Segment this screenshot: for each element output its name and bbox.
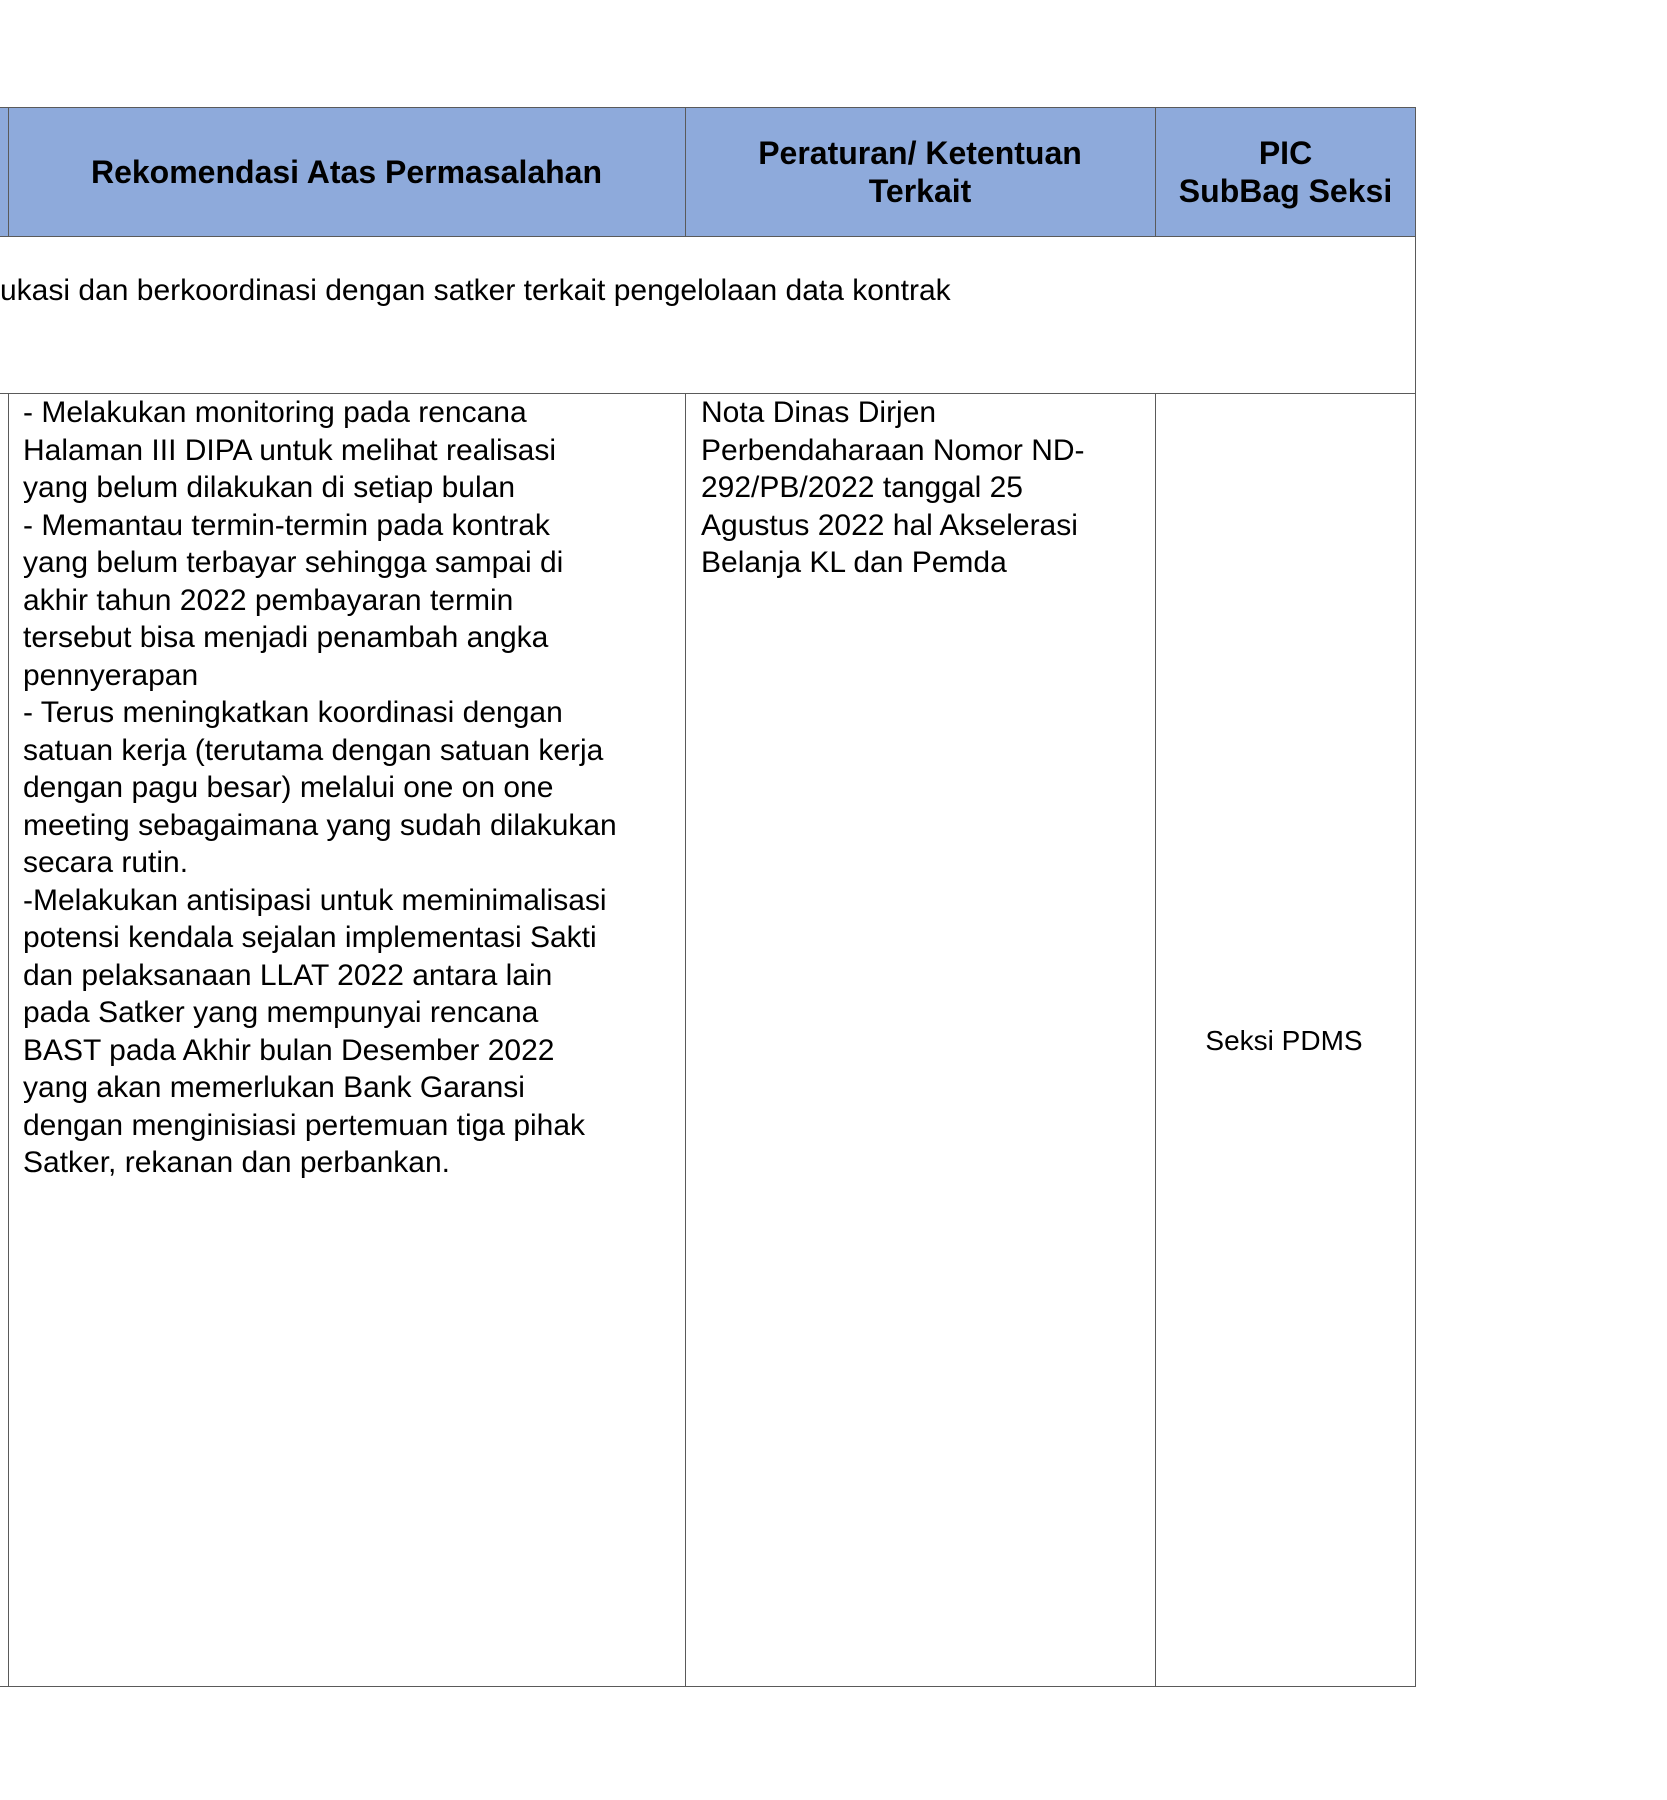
column-divider [1155,107,1156,237]
recommendation-table [0,107,1416,1687]
table-right-border [1415,107,1416,1687]
column-divider [8,393,9,1687]
column-divider [8,107,9,237]
header-pic: PIC SubBag Seksi [1155,107,1416,237]
cell-peraturan: Nota Dinas Dirjen Perbendaharaan Nomor ND- 292/PB/2022 tanggal 25 Agustus 2022 hal Akselerasi Belanja KL dan Pemda [701,396,1085,579]
header-peraturan: Peraturan/ Ketentuan Terkait [685,107,1155,237]
cell-rekomendasi: - Melakukan monitoring pada rencana Halaman III DIPA untuk melihat realisasi yang belum dilakukan di setiap bulan - Memantau termin-termin pada kontrak yang belum terbayar sehingga sampai di akhir tahun 2022 pembayaran termin tersebut bisa menjadi penambah angka pennyerapan - Terus meningkatkan koordinasi dengan satuan kerja (terutama dengan satuan kerja dengan pagu besar) melalui one on one meeting sebagaimana yang sudah dilakukan secara rutin. -Melakukan antisipasi untuk meminimalisasi potensi kendala sejalan implementasi Sakti dan pelaksanaan LLAT 2022 antara lain pada Satker yang mempunyai rencana BAST pada Akhir bulan Desember 2022 yang akan memerlukan Bank Garansi dengan menginisiasi pertemuan tiga pihak Satker, rekanan dan perbankan. [23,396,617,1179]
column-divider [685,393,686,1687]
cell-pic: Seksi PDMS [1205,1025,1363,1056]
table-bottom-border [0,1686,1416,1687]
section-row-text: ukasi dan berkoordinasi dengan satker terkait pengelolaan data kontrak [0,274,951,307]
header-rekomendasi: Rekomendasi Atas Permasalahan [8,107,685,237]
header-cell-previous [0,107,8,237]
column-divider [685,107,686,237]
